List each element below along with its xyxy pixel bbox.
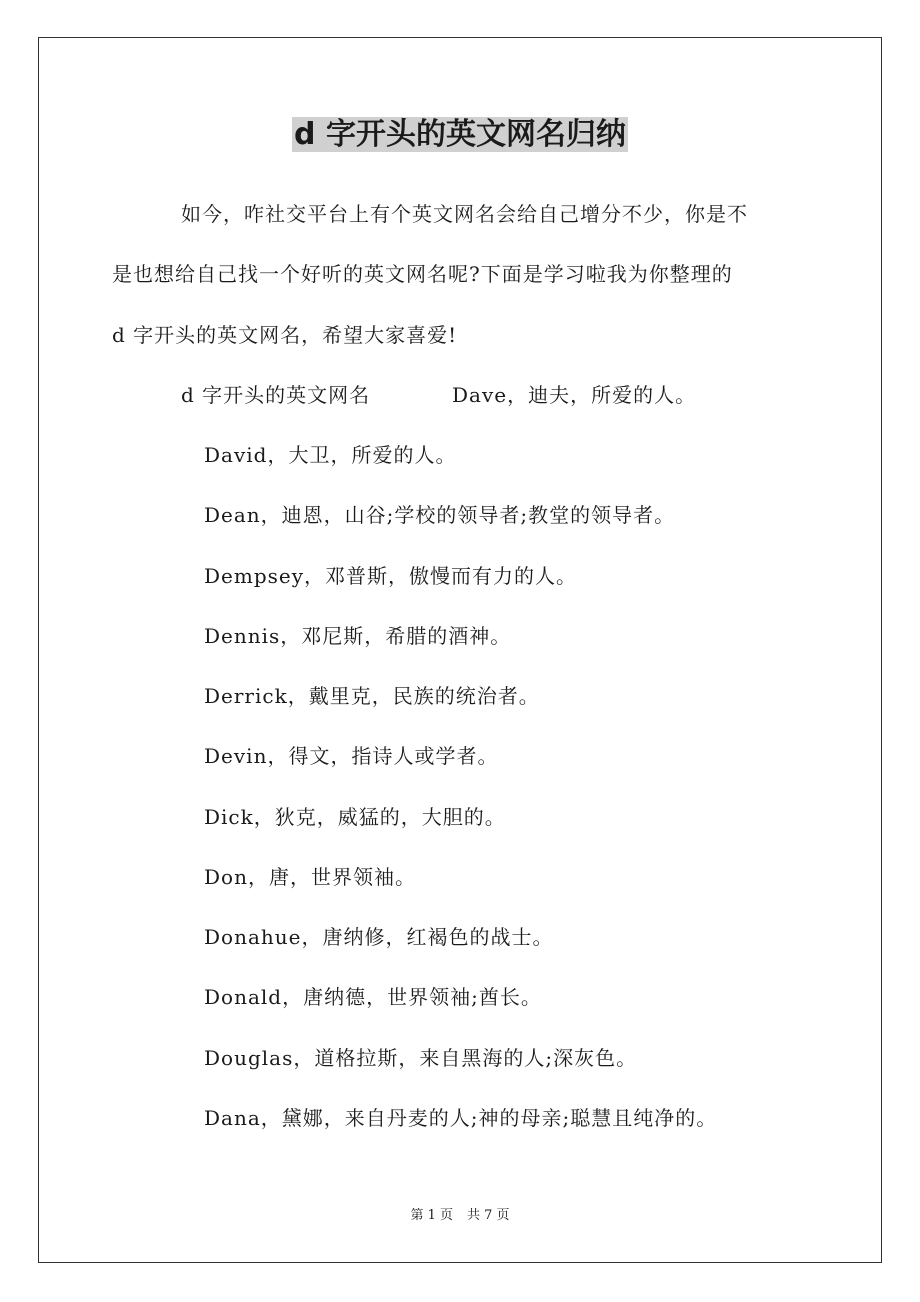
entry-douglas: Douglas，道格拉斯，来自黑海的人;深灰色。 — [204, 1046, 638, 1070]
entry-dempsey: Dempsey，邓普斯，傲慢而有力的人。 — [204, 564, 578, 588]
entry-donald: Donald，唐纳德，世界领袖;酋长。 — [204, 985, 542, 1009]
entry-dave: Dave，迪夫，所爱的人。 — [452, 383, 697, 407]
entry-donahue: Donahue，唐纳修，红褐色的战士。 — [204, 925, 554, 949]
section-heading: d 字开头的英文网名 — [181, 383, 371, 407]
entry-derrick: Derrick，戴里克，民族的统治者。 — [204, 684, 540, 708]
entry-dana: Dana，黛娜，来自丹麦的人;神的母亲;聪慧且纯净的。 — [204, 1106, 718, 1130]
page-number: 第 1 页 — [410, 1208, 453, 1223]
entry-david: David，大卫，所爱的人。 — [204, 443, 457, 467]
intro-line-3: d 字开头的英文网名，希望大家喜爱! — [112, 323, 458, 347]
document-title: d 字开头的英文网名归纳 — [294, 117, 626, 152]
entry-devin: Devin，得文，指诗人或学者。 — [204, 744, 499, 768]
entry-dean: Dean，迪恩，山谷;学校的领导者;教堂的领导者。 — [204, 503, 676, 527]
intro-line-1: 如今，咋社交平台上有个英文网名会给自己增分不少，你是不 — [181, 202, 748, 226]
entry-dennis: Dennis，邓尼斯，希腊的酒神。 — [204, 624, 512, 648]
page-footer — [0, 1206, 920, 1226]
entry-dick: Dick，狄克，威猛的，大胆的。 — [204, 805, 506, 829]
page-total: 共 7 页 — [467, 1208, 510, 1223]
intro-line-2: 是也想给自己找一个好听的英文网名呢?下面是学习啦我为你整理的 — [112, 262, 733, 286]
entry-don: Don，唐，世界领袖。 — [204, 865, 416, 889]
